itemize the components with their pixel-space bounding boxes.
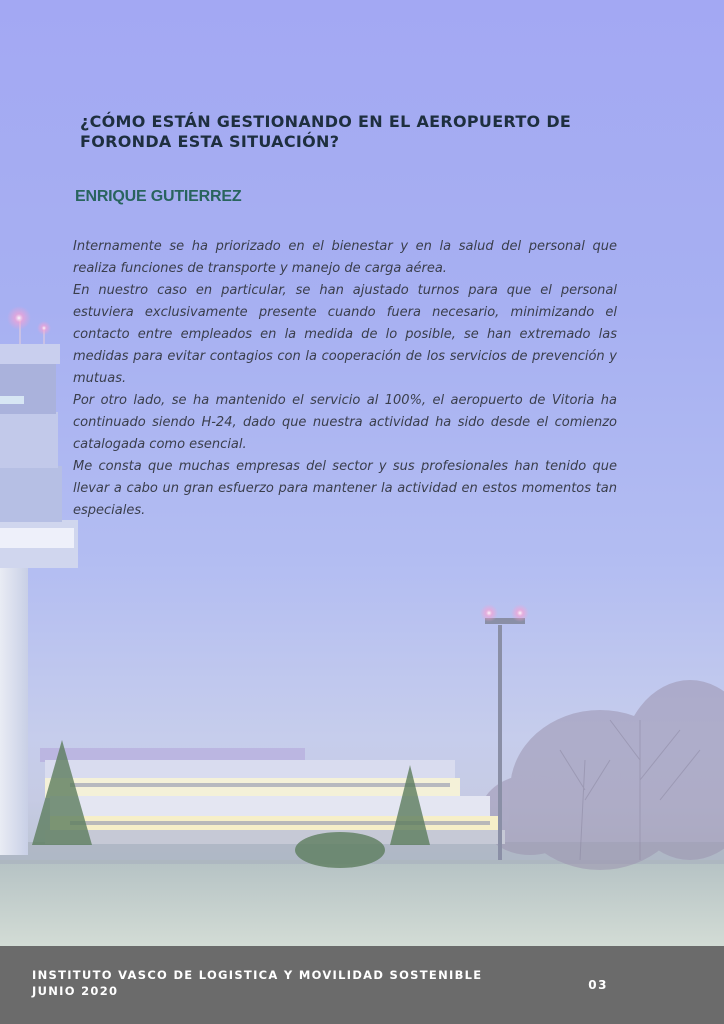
footer-date: JUNIO 2020 (32, 984, 119, 998)
body-paragraph: Me consta que muchas empresas del sector y sus profesionales han tenido que llevar a cabo un gran esfuerzo para mantener la actividad en estos momentos tan especiales. (73, 459, 617, 518)
article-body (73, 236, 617, 522)
terminal-building (40, 748, 505, 844)
page-footer (0, 946, 724, 1024)
article-heading: ¿CÓMO ESTÁN GESTIONANDO EN EL AEROPUERTO DE FORONDA ESTA SITUACIÓN? (80, 112, 572, 151)
page-number: 03 (588, 978, 608, 992)
footer-organization: INSTITUTO VASCO DE LOGISTICA Y MOVILIDAD SOSTENIBLE (32, 968, 483, 982)
bare-trees (480, 680, 724, 870)
body-paragraph: En nuestro caso en particular, se han ajustado turnos para que el personal estuviera exclusivamente presente cuando fuera necesario, minimizando el contacto entre empleados en la medida de lo posible, se han extremado las medidas para evitar contagios con la cooperación de los servicios de prevención y mutuas. (73, 283, 617, 386)
author-name: ENRIQUE GUTIERREZ (75, 188, 242, 205)
body-paragraph: Por otro lado, se ha mantenido el servicio al 100%, el aeropuerto de Vitoria ha continuado siendo H-24, dado que nuestra actividad ha sido desde el comienzo catalogada como esencial. (73, 393, 617, 452)
body-paragraph: Internamente se ha priorizado en el bienestar y en la salud del personal que realiza funciones de transporte y manejo de carga aérea. (73, 239, 617, 276)
